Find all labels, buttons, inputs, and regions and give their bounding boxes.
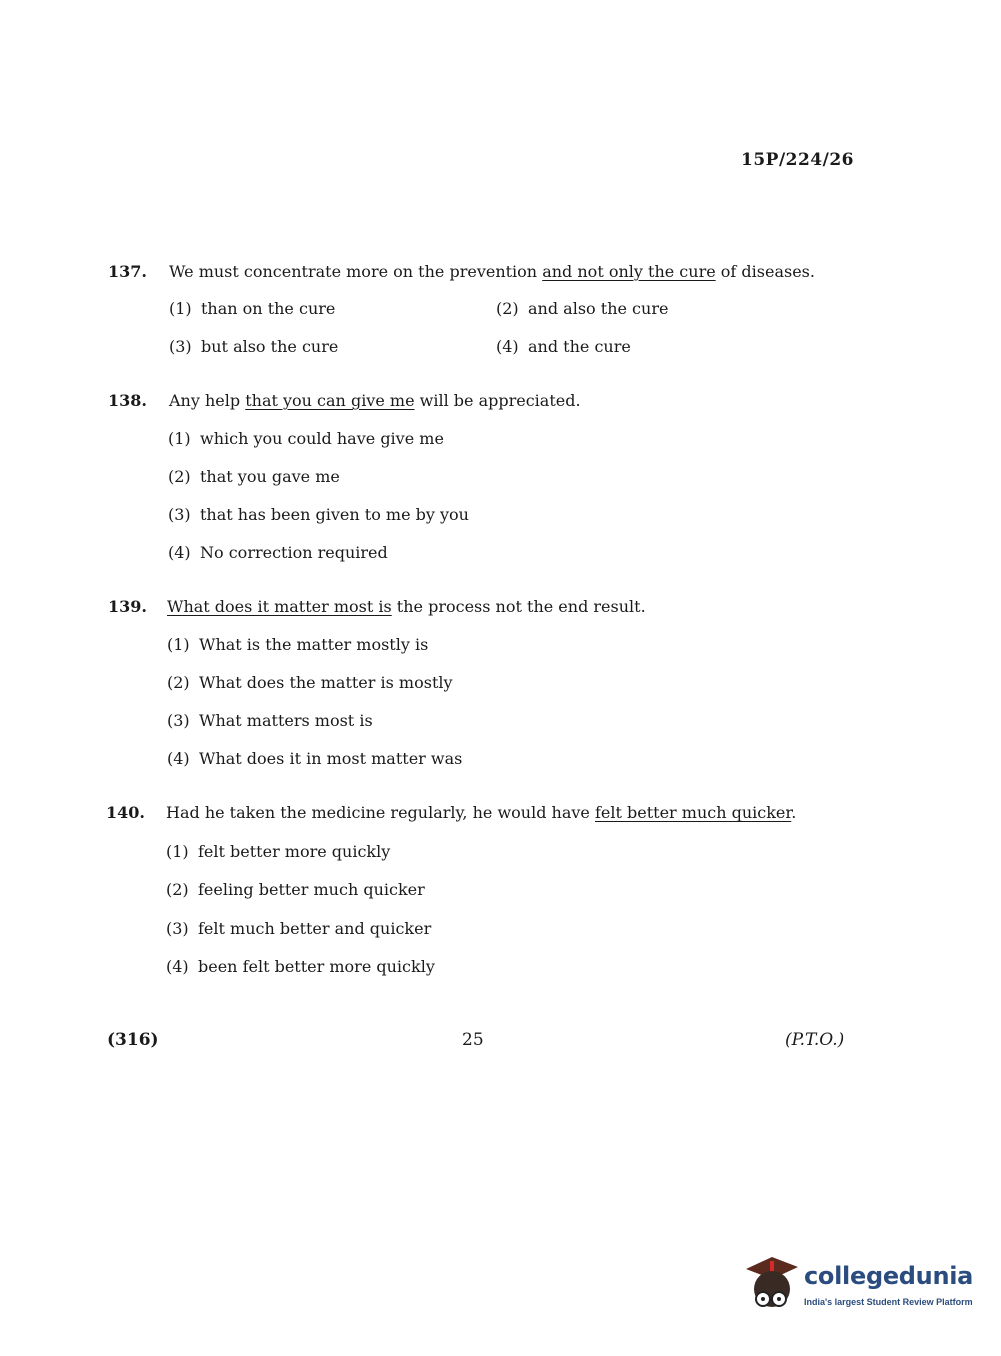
mascot-icon	[742, 1255, 800, 1317]
pto-note: (P.T.O.)	[785, 1030, 845, 1050]
question-stem: What does it matter most is the process not the end result.	[167, 597, 646, 616]
option: (1) which you could have give me	[168, 429, 444, 448]
question-number: 140.	[106, 803, 145, 822]
option: (1) felt better more quickly	[166, 842, 391, 861]
option: (3) What matters most is	[167, 711, 373, 730]
option: (2) What does the matter is mostly	[167, 673, 453, 692]
page-number: 25	[462, 1030, 484, 1050]
option: (2) feeling better much quicker	[166, 880, 425, 899]
underlined-phrase: What does it matter most is	[167, 597, 392, 616]
option: (2) and also the cure	[496, 299, 669, 318]
underlined-phrase: and not only the cure	[542, 262, 716, 281]
underlined-phrase: that you can give me	[245, 391, 415, 410]
question-stem: We must concentrate more on the prevention and not only the cure of diseases.	[169, 262, 815, 281]
question-stem: Any help that you can give me will be appreciated.	[169, 391, 581, 410]
question-stem: Had he taken the medicine regularly, he would have felt better much quicker.	[166, 803, 797, 822]
logo-wordmark: collegedunia	[804, 1262, 974, 1290]
option: (4) What does it in most matter was	[167, 749, 463, 768]
option: (3) felt much better and quicker	[166, 919, 432, 938]
question-number: 138.	[108, 391, 147, 410]
logo-tagline: India's largest Student Review Platform	[804, 1297, 973, 1307]
option: (4) and the cure	[496, 337, 631, 356]
paper-code: 15P/224/26	[741, 150, 855, 170]
collegedunia-logo	[742, 1250, 974, 1320]
underlined-phrase: felt better much quicker	[594, 803, 792, 822]
question-number: 139.	[108, 597, 147, 616]
option: (3) but also the cure	[169, 337, 339, 356]
option: (4) No correction required	[168, 543, 388, 562]
option: (3) that has been given to me by you	[168, 505, 469, 524]
option: (4) been felt better more quickly	[166, 957, 435, 976]
option: (1) than on the cure	[169, 299, 336, 318]
option: (2) that you gave me	[168, 467, 340, 486]
booklet-code: (316)	[107, 1030, 159, 1050]
question-number: 137.	[108, 262, 147, 281]
option: (1) What is the matter mostly is	[167, 635, 429, 654]
